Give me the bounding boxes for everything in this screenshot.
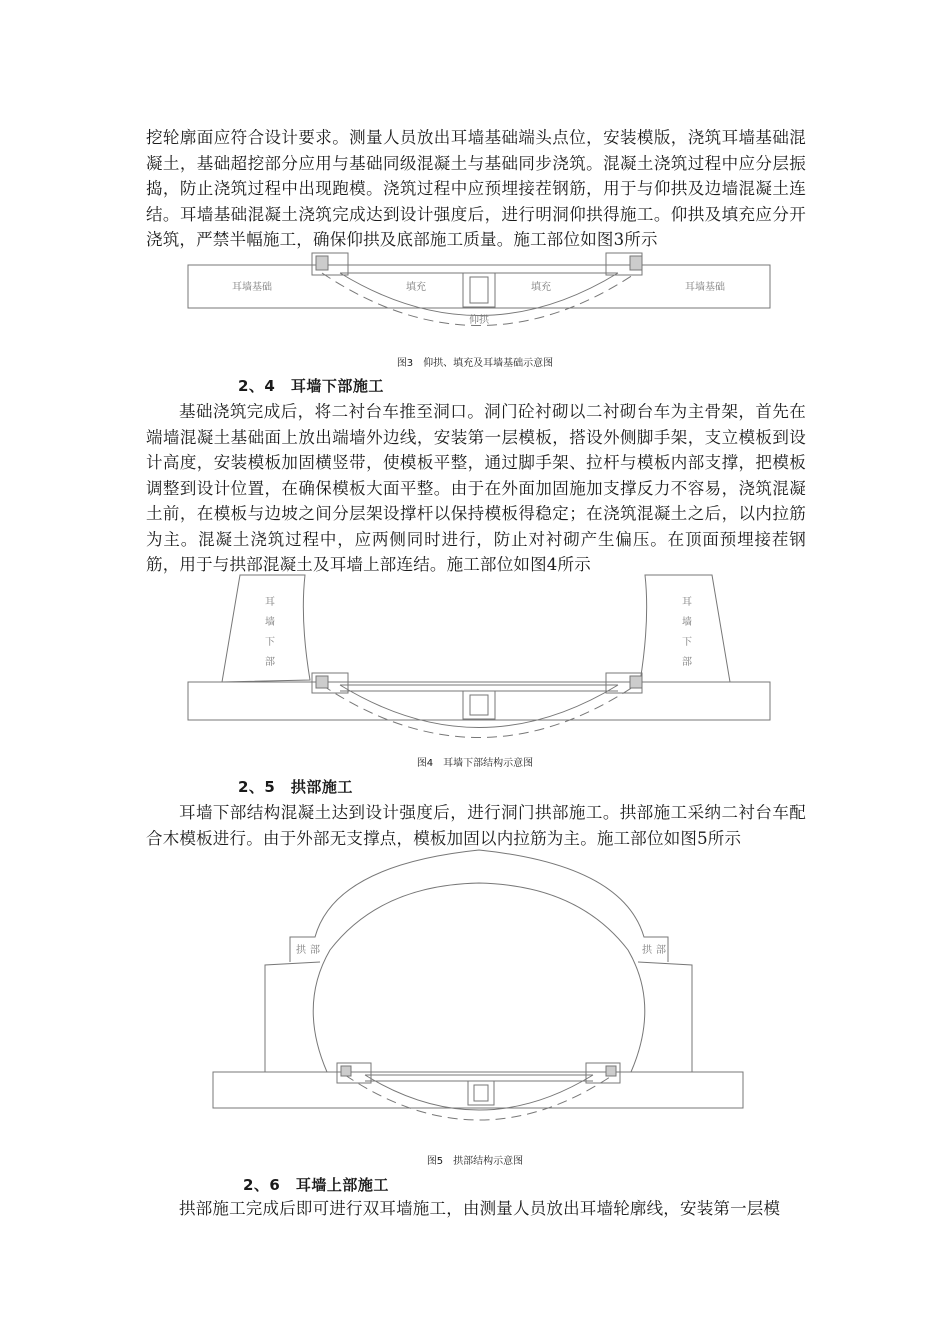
label-left-foundation: 耳墙基础 xyxy=(232,282,272,293)
svg-text:下: 下 xyxy=(265,637,275,648)
svg-text:部: 部 xyxy=(265,657,275,668)
heading-2-4: 2、4 耳墙下部施工 xyxy=(238,377,384,395)
label-right-wall xyxy=(682,596,692,668)
svg-text:耳: 耳 xyxy=(265,597,275,608)
svg-text:墙: 墙 xyxy=(682,617,692,628)
label-right-fill: 填充 xyxy=(531,282,551,293)
label-left-fill: 填充 xyxy=(406,282,426,293)
label-right-foundation: 耳墙基础 xyxy=(685,282,725,293)
label-invert: 仰拱 xyxy=(469,315,489,326)
figure-3-diagram xyxy=(0,253,950,333)
svg-text:部: 部 xyxy=(682,657,692,668)
heading-2-5: 2、5 拱部施工 xyxy=(238,778,353,796)
svg-text:耳: 耳 xyxy=(682,597,692,608)
figure-4-diagram xyxy=(0,575,950,725)
svg-text:墙: 墙 xyxy=(265,617,275,628)
heading-2-6: 2、6 耳墙上部施工 xyxy=(243,1176,389,1194)
paragraph-2: 基础浇筑完成后，将二衬台车推至洞口。洞门砼衬砌以二衬砌台车为主骨架，首先在端墙混凝土基础面上放出端墙外边线，安装第一层模板，搭设外侧脚手架，支立模板到设计高度，安装模板加固横竖带，使模板平整，通过脚手架、拉杆与模板内部支撑，把模板调整到设计位置，在确保模板大面平整。由于在外面加固施加支撑反力不容易，浇筑混凝土前，在模板与边坡之间分层架设撑杆以保持模板得稳定；在浇筑混凝土之后，以内拉筋为主。混凝土浇筑过程中，应两侧同时进行，防止对衬砌产生偏压。在顶面预埋接茬钢筋，用于与拱部混凝土及耳墙上部连结。施工部位如图4所示 xyxy=(146,402,806,574)
label-right-arch: 拱部 xyxy=(642,945,670,956)
paragraph-1: 挖轮廓面应符合设计要求。测量人员放出耳墙基础端头点位，安装模版，浇筑耳墙基础混凝土，基础超挖部分应用与基础同级混凝土与基础同步浇筑。混凝土浇筑过程中应分层振捣，防止浇筑过程中出现跑模。浇筑过程中应预埋接茬钢筋，用于与仰拱及边墙混凝土连结。耳墙基础混凝土浇筑完成达到设计强度后，进行明洞仰拱得施工。仰拱及填充应分开浇筑，严禁半幅施工，确保仰拱及底部施工质量。施工部位如图3所示 xyxy=(146,128,806,249)
paragraph-3: 耳墙下部结构混凝土达到设计强度后，进行洞门拱部施工。拱部施工采纳二衬台车配合木模板进行。由于外部无支撑点，模板加固以内拉筋为主。施工部位如图5所示 xyxy=(146,803,806,848)
figure-5-caption: 图5 拱部结构示意图 xyxy=(426,1156,524,1167)
figure-3-caption: 图3 仰拱、填充及耳墙基础示意图 xyxy=(396,358,554,369)
label-left-arch: 拱部 xyxy=(296,945,324,956)
figure-4-caption: 图4 耳墙下部结构示意图 xyxy=(416,758,534,769)
paragraph-4: 拱部施工完成后即可进行双耳墙施工，由测量人员放出耳墙轮廓线，安装第一层模 xyxy=(179,1199,781,1218)
label-left-wall xyxy=(265,596,275,668)
svg-text:下: 下 xyxy=(682,637,692,648)
figure-5-diagram xyxy=(0,845,950,1115)
